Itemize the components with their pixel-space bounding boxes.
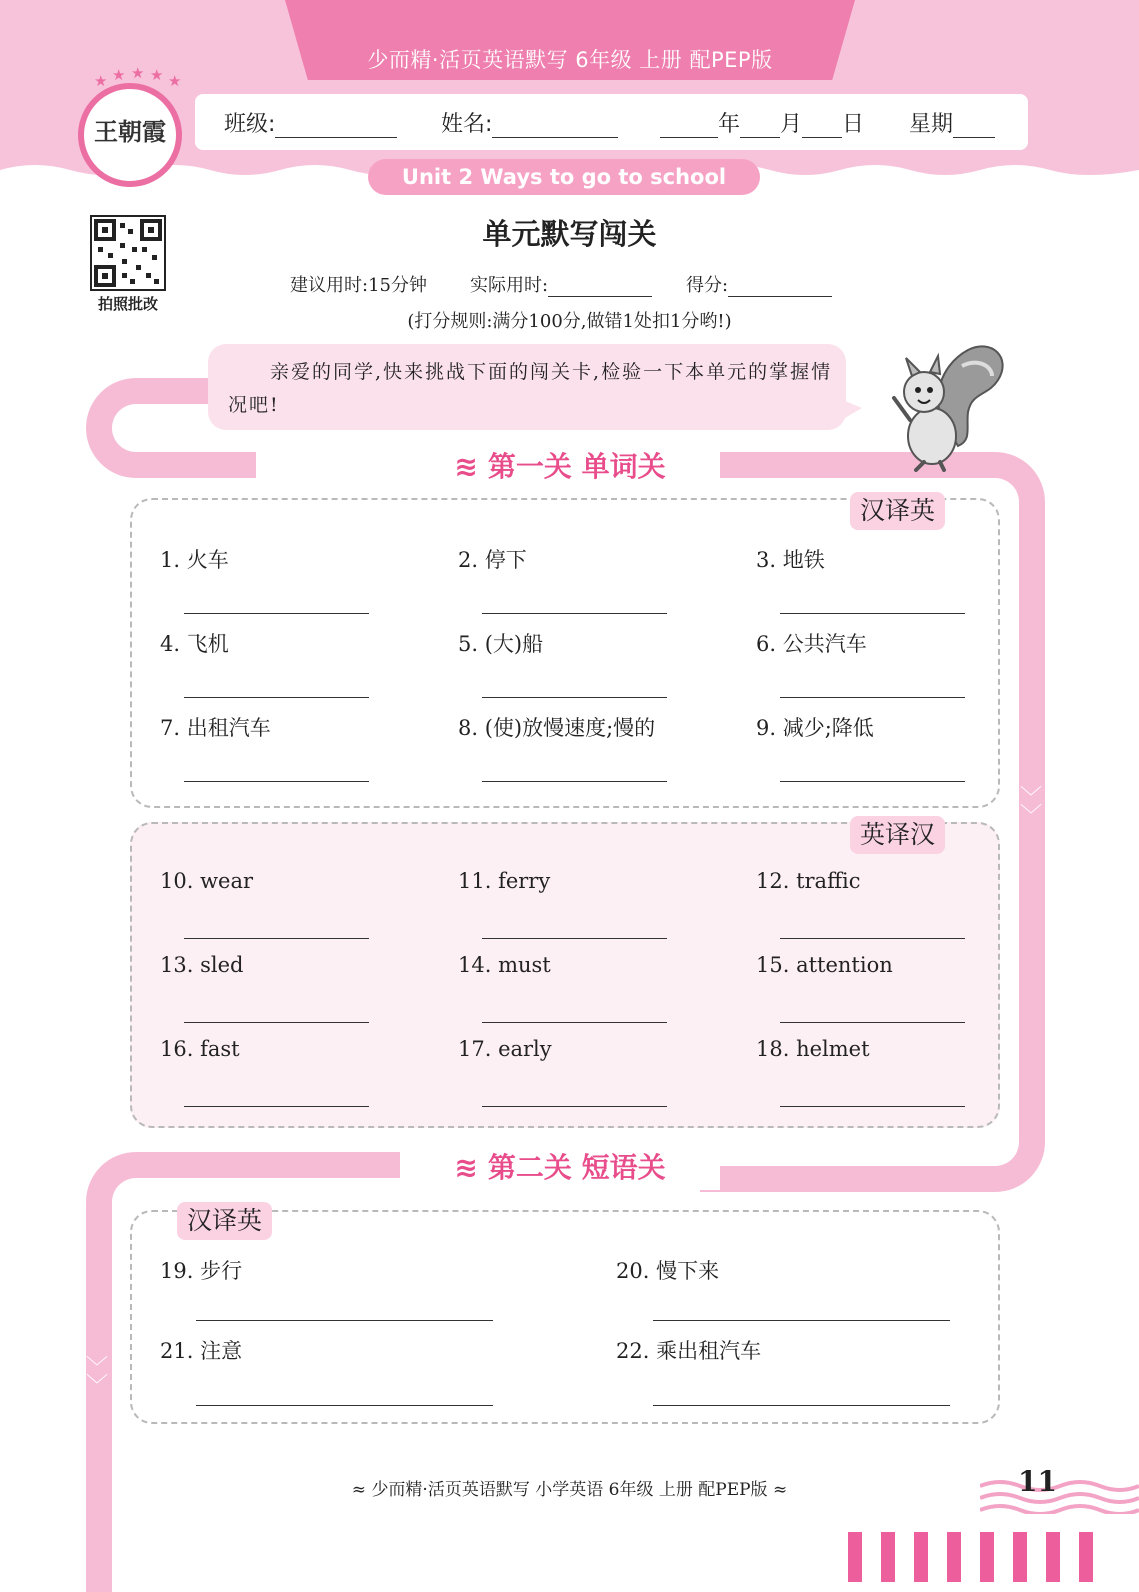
word-prompt: 10. wear bbox=[160, 869, 254, 893]
wave-icon: ≈ bbox=[351, 1480, 372, 1500]
cn-to-en-words-box bbox=[130, 498, 1000, 808]
phrase-box bbox=[130, 1210, 1000, 1424]
corner-stripe bbox=[980, 1532, 994, 1582]
answer-line[interactable] bbox=[780, 938, 965, 939]
star-icon: ★ bbox=[94, 72, 108, 90]
corner-stripe bbox=[1013, 1532, 1027, 1582]
unit-title: Unit 2 Ways to go to school bbox=[368, 159, 760, 195]
series-title: 少而精·活页英语默写 6年级 上册 配PEP版 bbox=[367, 48, 773, 72]
phrase-prompt: 21. 注意 bbox=[160, 1339, 243, 1363]
answer-line[interactable] bbox=[184, 781, 369, 782]
answer-line[interactable] bbox=[196, 1405, 493, 1406]
chevron-down-icon: ﹀ ﹀ bbox=[86, 1356, 109, 1399]
wave-icon: ≈ bbox=[767, 1480, 788, 1500]
date-field[interactable]: 年 月 日 bbox=[660, 107, 864, 138]
word-prompt: 16. fast bbox=[160, 1037, 240, 1061]
section-1-heading: ≋ 第一关 单词关 bbox=[400, 445, 720, 489]
word-prompt: 1. 火车 bbox=[160, 548, 229, 572]
answer-line[interactable] bbox=[184, 938, 369, 939]
section-2-heading: ≋ 第二关 短语关 bbox=[400, 1146, 720, 1190]
answer-line[interactable] bbox=[184, 697, 369, 698]
name-field[interactable]: 姓名: bbox=[441, 107, 618, 138]
answer-line[interactable] bbox=[482, 1022, 667, 1023]
en-to-cn-tag: 英译汉 bbox=[850, 816, 945, 854]
answer-line[interactable] bbox=[780, 781, 965, 782]
word-prompt: 3. 地铁 bbox=[756, 548, 825, 572]
answer-line[interactable] bbox=[482, 1106, 667, 1107]
score-field[interactable]: 得分: bbox=[686, 271, 832, 297]
scoring-rule: (打分规则:满分100分,做错1处扣1分哟!) bbox=[407, 311, 732, 332]
answer-line[interactable] bbox=[184, 1022, 369, 1023]
answer-line[interactable] bbox=[653, 1405, 950, 1406]
answer-line[interactable] bbox=[482, 613, 667, 614]
qr-caption: 拍照批改 bbox=[97, 295, 158, 313]
answer-line[interactable] bbox=[482, 938, 667, 939]
answer-line[interactable] bbox=[196, 1320, 493, 1321]
wave-icon: ≋ bbox=[454, 450, 478, 483]
corner-stripe bbox=[881, 1532, 895, 1582]
star-icon: ★ bbox=[112, 66, 126, 84]
answer-line[interactable] bbox=[780, 697, 965, 698]
answer-line[interactable] bbox=[482, 697, 667, 698]
word-prompt: 8. (使)放慢速度;慢的 bbox=[458, 716, 656, 740]
word-prompt: 12. traffic bbox=[756, 869, 861, 893]
word-prompt: 4. 飞机 bbox=[160, 632, 229, 656]
squirrel-mascot-icon bbox=[888, 336, 1012, 472]
phrase-prompt: 22. 乘出租汽车 bbox=[616, 1339, 762, 1363]
page-number-waves-icon bbox=[980, 1478, 1139, 1514]
answer-line[interactable] bbox=[780, 1022, 965, 1023]
word-prompt: 7. 出租汽车 bbox=[160, 716, 271, 740]
chevron-down-icon: ﹀ ﹀ bbox=[1020, 786, 1043, 829]
word-prompt: 17. early bbox=[458, 1037, 552, 1061]
class-field[interactable]: 班级: bbox=[224, 107, 397, 138]
suggested-time: 建议用时:15分钟 bbox=[290, 275, 427, 296]
corner-stripe bbox=[848, 1532, 862, 1582]
answer-line[interactable] bbox=[482, 781, 667, 782]
cn-to-en-tag: 汉译英 bbox=[850, 492, 945, 530]
word-prompt: 18. helmet bbox=[756, 1037, 870, 1061]
phrase-prompt: 20. 慢下来 bbox=[616, 1259, 720, 1283]
answer-line[interactable] bbox=[184, 613, 369, 614]
weekday-field[interactable]: 星期 bbox=[909, 107, 995, 138]
word-prompt: 9. 减少;降低 bbox=[756, 716, 874, 740]
logo-text: 王朝霞 bbox=[94, 117, 166, 146]
actual-time-field[interactable]: 实际用时: bbox=[470, 271, 652, 297]
word-prompt: 14. must bbox=[458, 953, 551, 977]
intro-text: 亲爱的同学,快来挑战下面的闯关卡,检验一下本单元的掌握情况吧! bbox=[228, 361, 833, 416]
corner-stripe bbox=[1079, 1532, 1093, 1582]
star-icon: ★ bbox=[150, 66, 164, 84]
word-prompt: 11. ferry bbox=[458, 869, 551, 893]
corner-stripe bbox=[947, 1532, 961, 1582]
wave-icon: ≋ bbox=[454, 1151, 478, 1184]
phrase-prompt: 19. 步行 bbox=[160, 1259, 243, 1283]
corner-stripe bbox=[914, 1532, 928, 1582]
answer-line[interactable] bbox=[780, 1106, 965, 1107]
page-number: 11 bbox=[1018, 1465, 1057, 1498]
corner-stripe bbox=[1046, 1532, 1060, 1582]
word-prompt: 2. 停下 bbox=[458, 548, 527, 572]
bubble-tail-icon bbox=[838, 398, 862, 428]
word-prompt: 6. 公共汽车 bbox=[756, 632, 867, 656]
word-prompt: 13. sled bbox=[160, 953, 244, 977]
footer: ≈ 少而精·活页英语默写 小学英语 6年级 上册 配PEP版 ≈ bbox=[351, 1480, 788, 1500]
phrase-cn-to-en-tag: 汉译英 bbox=[177, 1202, 272, 1240]
word-prompt: 15. attention bbox=[756, 953, 893, 977]
word-prompt: 5. (大)船 bbox=[458, 632, 544, 656]
answer-line[interactable] bbox=[653, 1320, 950, 1321]
page-title: 单元默写闯关 bbox=[482, 217, 657, 251]
answer-line[interactable] bbox=[780, 613, 965, 614]
answer-line[interactable] bbox=[184, 1106, 369, 1107]
star-icon: ★ bbox=[168, 72, 182, 90]
star-icon: ★ bbox=[131, 64, 145, 82]
